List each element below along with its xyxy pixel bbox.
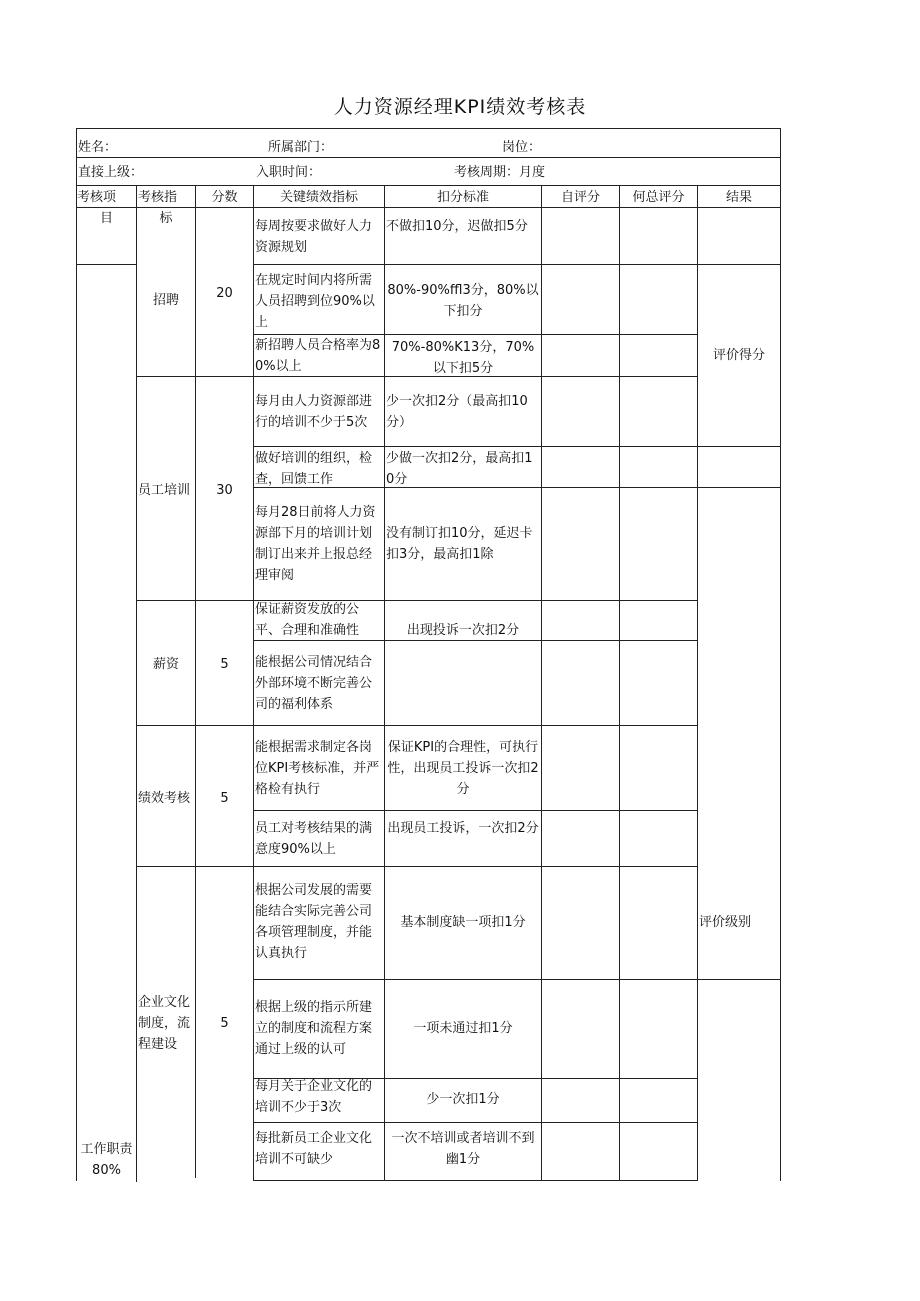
- deduction-cell: 少一次扣2分（最高扣10分）: [386, 394, 528, 430]
- group-score-performance: 5: [220, 791, 229, 806]
- header-score: 分数: [211, 190, 238, 205]
- deduction-cell: 少一次扣1分: [426, 1092, 500, 1107]
- header-indicator: 考核指: [138, 190, 178, 205]
- group-score-training: 30: [216, 483, 233, 498]
- header-item: 考核项: [77, 190, 117, 205]
- header-deduction: 扣分标准: [436, 190, 489, 205]
- group-score-recruit: 20: [216, 286, 233, 301]
- group-score-culture: 5: [220, 1016, 229, 1031]
- deduction-cell: 保证KPI的合理性，可执行性，出现员工投诉一次扣2分: [387, 740, 539, 797]
- kpi-cell: 根据公司发展的需要能结合实际完善公司各项管理制度，并能认真执行: [255, 883, 373, 961]
- deduction-cell: 不做扣10分，迟做扣5分: [386, 219, 528, 234]
- period-label: 考核周期：月度: [454, 165, 546, 180]
- deduction-cell: 少做一次扣2分，最高扣10分: [386, 451, 533, 487]
- header-total-eval: 何总评分: [632, 190, 685, 205]
- page-title: 人力资源经理KPI绩效考核表: [333, 96, 587, 118]
- group-name-salary: 薪资: [152, 657, 179, 672]
- deduction-cell: 80%-90%ffl3分，80%以下扣分: [387, 283, 539, 319]
- supervisor-label: 直接上级：: [78, 165, 144, 180]
- department-label: 所属部门：: [268, 140, 334, 155]
- kpi-cell: 新招聘人员合格率为80%以上: [255, 338, 381, 374]
- name-label: 姓名：: [78, 140, 118, 155]
- kpi-cell: 保证薪资发放的公平、合理和准确性: [255, 602, 360, 638]
- kpi-cell: 每月关于企业文化的培训不少于3次: [255, 1079, 373, 1115]
- deduction-cell: 基本制度缺一项扣1分: [400, 915, 526, 930]
- group-name-culture: 企业文化制度，流程建设: [138, 995, 191, 1052]
- kpi-cell: 根据上级的指示所建立的制度和流程方案通过上级的认可: [255, 1000, 373, 1057]
- entry-date-label: 入职时间：: [256, 165, 322, 180]
- group-name-recruit: 招聘: [152, 293, 179, 308]
- group-name-performance: 绩效考核: [138, 791, 191, 806]
- kpi-cell: 能根据公司情况结合外部环境不断完善公司的福利体系: [255, 655, 373, 712]
- deduction-cell: 一次不培训或者培训不到幽1分: [391, 1131, 535, 1167]
- group-score-salary: 5: [220, 657, 229, 672]
- result-level-label: 评价级别: [699, 915, 752, 930]
- kpi-cell: 每批新员工企业文化培训不可缺少: [255, 1131, 373, 1167]
- deduction-cell: 出现投诉一次扣2分: [406, 623, 520, 638]
- header-item-cont: 目: [99, 211, 113, 226]
- header-self-eval: 自评分: [560, 190, 600, 205]
- result-score-label: 评价得分: [712, 348, 765, 363]
- category-weight: 80%: [92, 1163, 121, 1178]
- header-result: 结果: [725, 190, 752, 205]
- kpi-cell: 每月由人力资源部进行的培训不少于5次: [255, 394, 373, 430]
- position-label: 岗位：: [502, 140, 542, 155]
- deduction-cell: 一项未通过扣1分: [413, 1021, 513, 1036]
- kpi-cell: 做好培训的组织，检查，回馈工作: [255, 451, 373, 487]
- kpi-cell: 在规定时间内将所需人员招聘到位90%以上: [255, 273, 375, 330]
- kpi-cell: 员工对考核结果的满意度90%以上: [255, 821, 373, 857]
- group-name-training: 员工培训: [138, 483, 191, 498]
- kpi-cell: 每月28日前将人力资源部下月的培训计划制订出来并上报总经理审阅: [255, 505, 376, 583]
- category-label: 工作职责: [80, 1142, 133, 1157]
- header-kpi: 关键绩效指标: [279, 190, 358, 205]
- kpi-cell: 每周按要求做好人力资源规划: [255, 219, 373, 255]
- deduction-cell: 出现员工投诉，一次扣2分: [387, 821, 539, 836]
- kpi-cell: 能根据需求制定各岗位KPI考核标准，并严格检有执行: [255, 740, 380, 797]
- deduction-cell: 70%-80%K13分，70%以下扣5分: [391, 340, 535, 376]
- header-indicator-cont: 标: [159, 211, 173, 226]
- deduction-cell: 没有制订扣10分，延迟卡扣3分，最高扣1除: [386, 526, 533, 562]
